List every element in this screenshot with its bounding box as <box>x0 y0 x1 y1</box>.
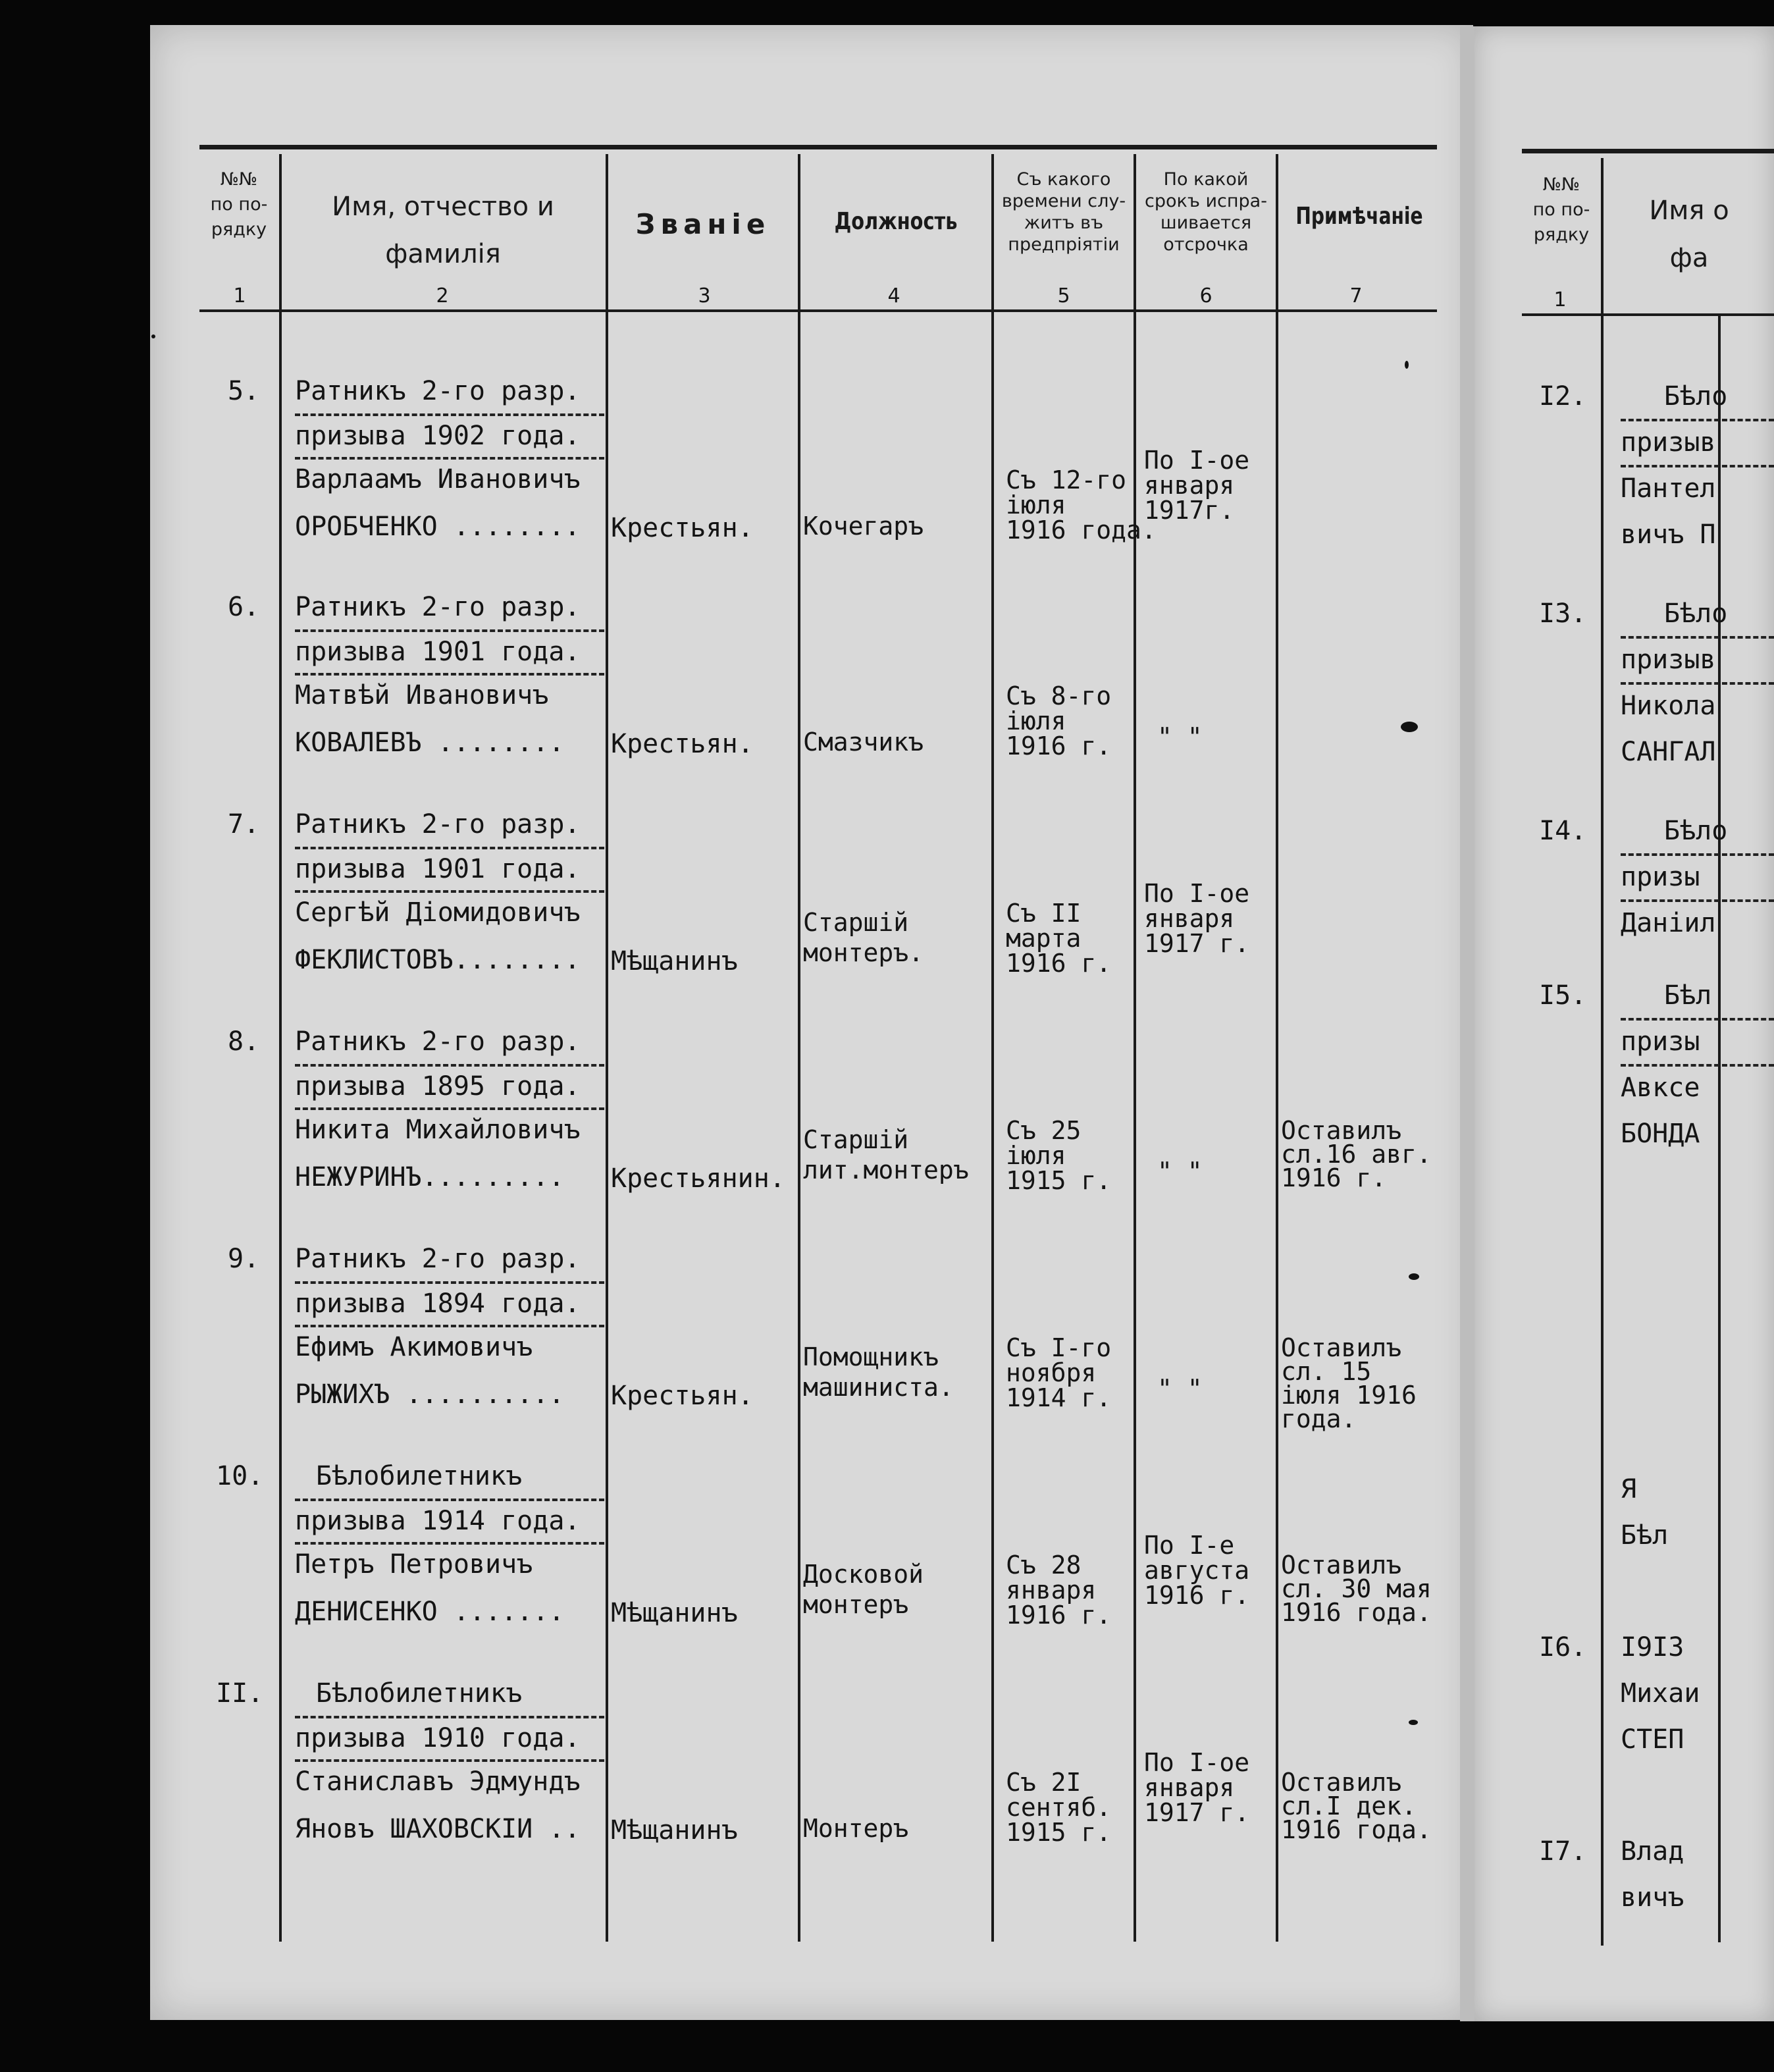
position-line: Старшій <box>803 1125 909 1154</box>
next-row-line: Я <box>1621 1474 1637 1504</box>
row-number: 7. <box>228 809 260 839</box>
col-rule-4 <box>991 154 994 1942</box>
given-names: Сергѣй Діомидовичъ <box>295 897 581 928</box>
category-line: Ратникъ 2-го разр. <box>295 592 581 622</box>
since-line: 1914 г. <box>1006 1383 1112 1412</box>
since-line: 1915 г. <box>1006 1818 1112 1847</box>
position-line: Монтеръ <box>803 1814 909 1843</box>
next-row-line: вичъ П <box>1621 519 1716 550</box>
row-number: 6. <box>228 592 260 622</box>
header-bottom-rule <box>199 309 1437 312</box>
scan-speck <box>1405 361 1409 369</box>
note-line: сл.16 авг. <box>1281 1140 1432 1169</box>
note-line: Оставилъ <box>1281 1551 1402 1580</box>
category-line: Ратникъ 2-го разр. <box>295 376 581 406</box>
since-line: іюля <box>1006 491 1066 519</box>
colnum-2: 2 <box>436 284 449 307</box>
callup-line: призыва 1895 года. <box>295 1071 581 1102</box>
next-colnum-1: 1 <box>1553 288 1567 311</box>
colnum-4: 4 <box>887 284 900 307</box>
next-row-line: призы <box>1621 1026 1700 1057</box>
row-dash-separator <box>295 890 604 893</box>
next-header-col-number: №№ по по- рядку <box>1532 174 1590 245</box>
since-line: января <box>1006 1576 1097 1605</box>
surname: Яновъ ШАХОВСКІИ .. <box>295 1814 581 1844</box>
row-dash-separator <box>295 1107 604 1110</box>
deferment-line: января <box>1144 904 1235 933</box>
since-line: Съ 12-го <box>1006 465 1127 494</box>
deferment-line: " " <box>1157 1157 1203 1186</box>
rank-cell: Мѣщанинъ <box>611 1598 738 1628</box>
deferment-line: 1916 г. <box>1144 1581 1250 1610</box>
deferment-line: По I-ое <box>1144 879 1250 908</box>
deferment-line: По I-ое <box>1144 446 1250 475</box>
next-row-number: I4. <box>1539 816 1587 846</box>
next-header-bottom-rule <box>1522 313 1774 316</box>
colnum-6: 6 <box>1199 284 1213 307</box>
next-row-dash <box>1621 1018 1774 1021</box>
given-names: Станиславъ Эдмундъ <box>295 1767 581 1797</box>
position-line: монтеръ <box>803 1590 909 1619</box>
next-page-fragment <box>1474 26 1774 2021</box>
next-row-number: I5. <box>1539 980 1587 1011</box>
row-dash-separator <box>295 1542 604 1545</box>
rank-cell: Мѣщанинъ <box>611 1815 738 1846</box>
rank-cell: Крестьян. <box>611 1381 754 1411</box>
row-dash-separator <box>295 457 604 460</box>
note-line: Оставилъ <box>1281 1333 1402 1362</box>
row-dash-separator <box>295 1759 604 1762</box>
col-rule-1 <box>279 154 282 1942</box>
note-line: Оставилъ <box>1281 1116 1402 1145</box>
next-row-line: вичъ <box>1621 1882 1684 1913</box>
surname: ДЕНИСЕНКО ....... <box>295 1597 565 1627</box>
given-names: Ефимъ Акимовичъ <box>295 1332 533 1362</box>
note-line: 1916 года. <box>1281 1598 1432 1627</box>
deferment-line: По I-е <box>1144 1531 1235 1560</box>
category-line: Ратникъ 2-го разр. <box>295 809 581 839</box>
given-names: Варлаамъ Ивановичъ <box>295 464 581 494</box>
since-line: 1916 г. <box>1006 731 1112 760</box>
callup-line: призыва 1894 года. <box>295 1288 581 1319</box>
next-row-line: Бѣл <box>1664 980 1712 1011</box>
next-row-line: Влад <box>1621 1836 1684 1867</box>
next-row-number: I7. <box>1539 1836 1587 1867</box>
since-line: 1916 г. <box>1006 949 1112 978</box>
scan-speck <box>1409 1273 1419 1280</box>
header-col-since: Съ какого времени слу- житъ въ предпріятіи <box>1001 169 1126 255</box>
next-row-line: БОНДА <box>1621 1119 1700 1149</box>
next-header-col-name: Имя о фа <box>1649 196 1729 273</box>
given-names: Никита Михайловичъ <box>295 1115 581 1145</box>
deferment-line: августа <box>1144 1556 1250 1585</box>
next-row-line: Михаи <box>1621 1678 1700 1709</box>
header-col-rank: Званіе <box>635 208 771 240</box>
note-line: 1916 г. <box>1281 1163 1387 1192</box>
rank-cell: Крестьян. <box>611 729 754 759</box>
surname: НЕЖУРИНЪ......... <box>295 1162 565 1192</box>
row-number: 10. <box>216 1461 264 1491</box>
colnum-5: 5 <box>1057 284 1070 307</box>
scan-speck <box>1409 1720 1418 1725</box>
category-line: Ратникъ 2-го разр. <box>295 1026 581 1057</box>
deferment-line: 1917 г. <box>1144 1798 1250 1827</box>
position-line: Помощникъ <box>803 1342 939 1371</box>
row-number: 5. <box>228 376 260 406</box>
row-number: 9. <box>228 1244 260 1274</box>
next-col-rule-2 <box>1718 316 1721 1942</box>
category-line: Ратникъ 2-го разр. <box>295 1244 581 1274</box>
rank-cell: Крестьянин. <box>611 1163 785 1194</box>
next-row-dash <box>1621 465 1774 467</box>
since-line: Съ II <box>1006 899 1082 928</box>
given-names: Петръ Петровичъ <box>295 1549 533 1580</box>
next-row-line: Бѣло <box>1664 816 1728 846</box>
since-line: марта <box>1006 924 1082 953</box>
row-dash-separator <box>295 413 604 416</box>
row-dash-separator <box>295 1499 604 1501</box>
col-rule-3 <box>798 154 800 1942</box>
since-line: Съ 2I <box>1006 1768 1082 1797</box>
next-row-dash <box>1621 1064 1774 1067</box>
since-line: 1916 г. <box>1006 1601 1112 1630</box>
position-line: Кочегаръ <box>803 512 924 541</box>
surname: РЫЖИХЪ .......... <box>295 1379 565 1410</box>
scan-speck <box>1401 722 1418 732</box>
header-col-note: Примѣчаніе <box>1295 203 1423 230</box>
scan-speck <box>151 334 155 338</box>
category-line: Бѣлобилетникъ <box>316 1461 523 1491</box>
since-line: ноября <box>1006 1358 1097 1387</box>
note-line: сл. 15 <box>1281 1357 1372 1386</box>
next-row-line: САНГАЛ <box>1621 737 1716 767</box>
next-row-line: Никола <box>1621 691 1716 721</box>
since-line: іюля <box>1006 706 1066 735</box>
header-top-rule <box>199 145 1437 149</box>
next-row-line: Бѣло <box>1664 381 1728 412</box>
since-line: Съ I-го <box>1006 1333 1112 1362</box>
row-number: 8. <box>228 1026 260 1057</box>
callup-line: призыва 1914 года. <box>295 1506 581 1536</box>
next-col-rule-1 <box>1601 158 1604 1946</box>
category-line: Бѣлобилетникъ <box>316 1678 523 1709</box>
next-row-line: призыв <box>1621 645 1716 675</box>
colnum-7: 7 <box>1349 284 1363 307</box>
next-row-line: I9I3 <box>1621 1632 1684 1662</box>
next-row-line: Пантел <box>1621 473 1716 504</box>
note-line: сл.I дек. <box>1281 1792 1417 1820</box>
col-rule-6 <box>1276 154 1278 1942</box>
col-rule-2 <box>606 154 608 1942</box>
row-dash-separator <box>295 673 604 676</box>
row-dash-separator <box>295 847 604 849</box>
position-line: Смазчикъ <box>803 728 924 757</box>
note-line: Оставилъ <box>1281 1768 1402 1797</box>
deferment-line: " " <box>1157 1374 1203 1403</box>
header-col-position: Должность <box>834 208 958 235</box>
next-row-line: СТЕП <box>1621 1724 1684 1755</box>
since-line: 1915 г. <box>1006 1166 1112 1195</box>
since-line: Съ 28 <box>1006 1551 1082 1580</box>
note-line: года. <box>1281 1404 1357 1433</box>
row-dash-separator <box>295 1325 604 1327</box>
since-line: іюля <box>1006 1141 1066 1170</box>
deferment-line: января <box>1144 1773 1235 1802</box>
document-page <box>150 25 1473 2020</box>
next-row-dash <box>1621 853 1774 856</box>
next-row-number: I6. <box>1539 1632 1587 1662</box>
colnum-1: 1 <box>233 284 246 307</box>
deferment-line: По I-ое <box>1144 1748 1250 1777</box>
given-names: Матвѣй Ивановичъ <box>295 680 549 710</box>
callup-line: призыва 1902 года. <box>295 421 581 451</box>
position-line: Старшій <box>803 908 909 937</box>
deferment-line: " " <box>1157 722 1203 751</box>
deferment-line: 1917 г. <box>1144 929 1250 958</box>
row-dash-separator <box>295 1281 604 1284</box>
surname: ФЕКЛИСТОВЪ........ <box>295 945 581 975</box>
row-number: II. <box>216 1678 264 1709</box>
note-line: 1916 года. <box>1281 1815 1432 1844</box>
rank-cell: Мѣщанинъ <box>611 946 738 976</box>
position-line: машиниста. <box>803 1373 954 1402</box>
deferment-line: января <box>1144 471 1235 500</box>
since-line: Съ 8-го <box>1006 681 1112 710</box>
next-row-line: Авксе <box>1621 1073 1700 1103</box>
next-row-dash <box>1621 899 1774 902</box>
next-row-line: Бѣло <box>1664 598 1728 629</box>
since-line: Съ 25 <box>1006 1116 1082 1145</box>
header-col-deferment: По какой срокъ испра- шивается отсрочка <box>1145 169 1267 255</box>
next-row-number: I3. <box>1539 598 1587 629</box>
next-row-line: призыв <box>1621 427 1716 458</box>
next-row-line: Даніил <box>1621 908 1716 938</box>
colnum-3: 3 <box>698 284 711 307</box>
since-line: сентяб. <box>1006 1793 1112 1822</box>
next-row-dash <box>1621 419 1774 421</box>
col-rule-5 <box>1134 154 1136 1942</box>
next-row-line: призы <box>1621 862 1700 892</box>
callup-line: призыва 1901 года. <box>295 854 581 884</box>
since-line: 1916 года. <box>1006 516 1157 545</box>
callup-line: призыва 1901 года. <box>295 637 581 667</box>
rank-cell: Крестьян. <box>611 513 754 543</box>
deferment-line: 1917г. <box>1144 496 1235 525</box>
next-header-top-rule <box>1522 149 1774 153</box>
next-row-dash <box>1621 636 1774 639</box>
note-line: сл. 30 мая <box>1281 1574 1432 1603</box>
position-line: монтеръ. <box>803 938 924 967</box>
header-col-name: Имя, отчество и фамилія <box>332 192 554 269</box>
row-dash-separator <box>295 1716 604 1718</box>
position-line: лит.монтеръ <box>803 1156 969 1184</box>
surname: ОРОБЧЕНКО ........ <box>295 512 581 542</box>
row-dash-separator <box>295 629 604 632</box>
header-col-number: №№ по по- рядку <box>210 169 268 240</box>
note-line: іюля 1916 <box>1281 1381 1417 1410</box>
callup-line: призыва 1910 года. <box>295 1723 581 1753</box>
next-row-dash <box>1621 682 1774 685</box>
surname: КОВАЛЕВЪ ........ <box>295 728 565 758</box>
position-line: Досковой <box>803 1560 924 1589</box>
next-row-line: Бѣл <box>1621 1520 1669 1551</box>
row-dash-separator <box>295 1064 604 1067</box>
next-row-number: I2. <box>1539 381 1587 412</box>
